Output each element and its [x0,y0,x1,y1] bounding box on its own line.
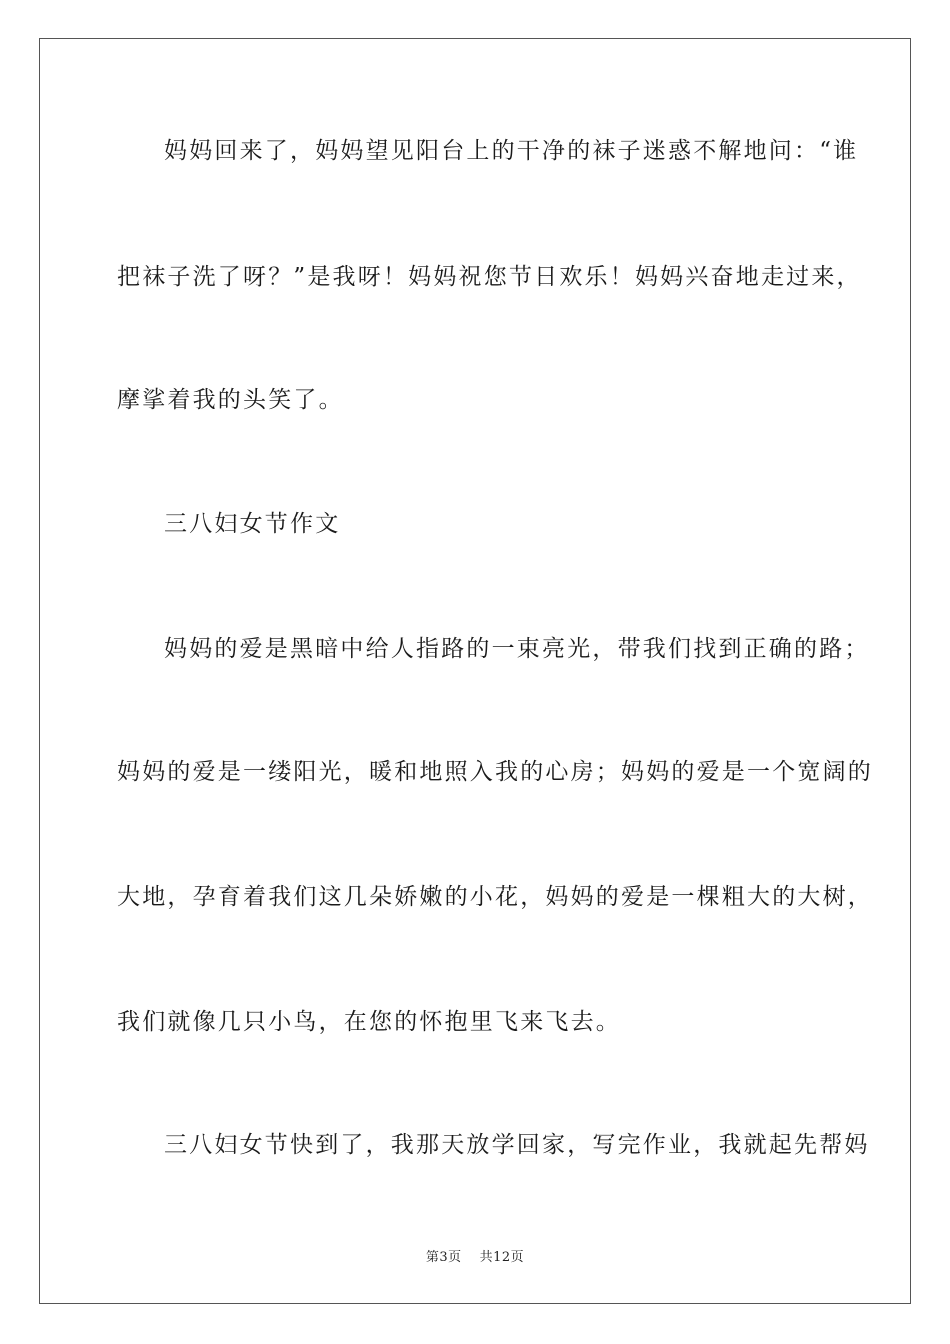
page-footer [0,1246,950,1265]
text-line: 妈妈的爱是黑暗中给人指路的一束亮光，带我们找到正确的路； [164,636,870,662]
text-line: 妈妈回来了，妈妈望见阳台上的干净的袜子迷惑不解地问：“谁 [164,138,859,164]
section-heading: 三八妇女节作文 [164,511,341,537]
page-border [39,38,911,1304]
text-line: 把袜子洗了呀？”是我呀！妈妈祝您节日欢乐！妈妈兴奋地走过来， [117,264,862,290]
text-line: 妈妈的爱是一缕阳光，暖和地照入我的心房；妈妈的爱是一个宽阔的 [117,759,873,785]
page-total: 共12页 [479,1250,525,1265]
text-line: 大地，孕育着我们这几朵娇嫩的小花，妈妈的爱是一棵粗大的大树， [117,884,873,910]
page-number: 第3页 [425,1250,462,1265]
text-line: 三八妇女节快到了，我那天放学回家，写完作业，我就起先帮妈 [164,1132,870,1158]
text-line: 我们就像几只小鸟，在您的怀抱里飞来飞去。 [117,1009,621,1035]
text-line: 摩挲着我的头笑了。 [117,387,344,413]
